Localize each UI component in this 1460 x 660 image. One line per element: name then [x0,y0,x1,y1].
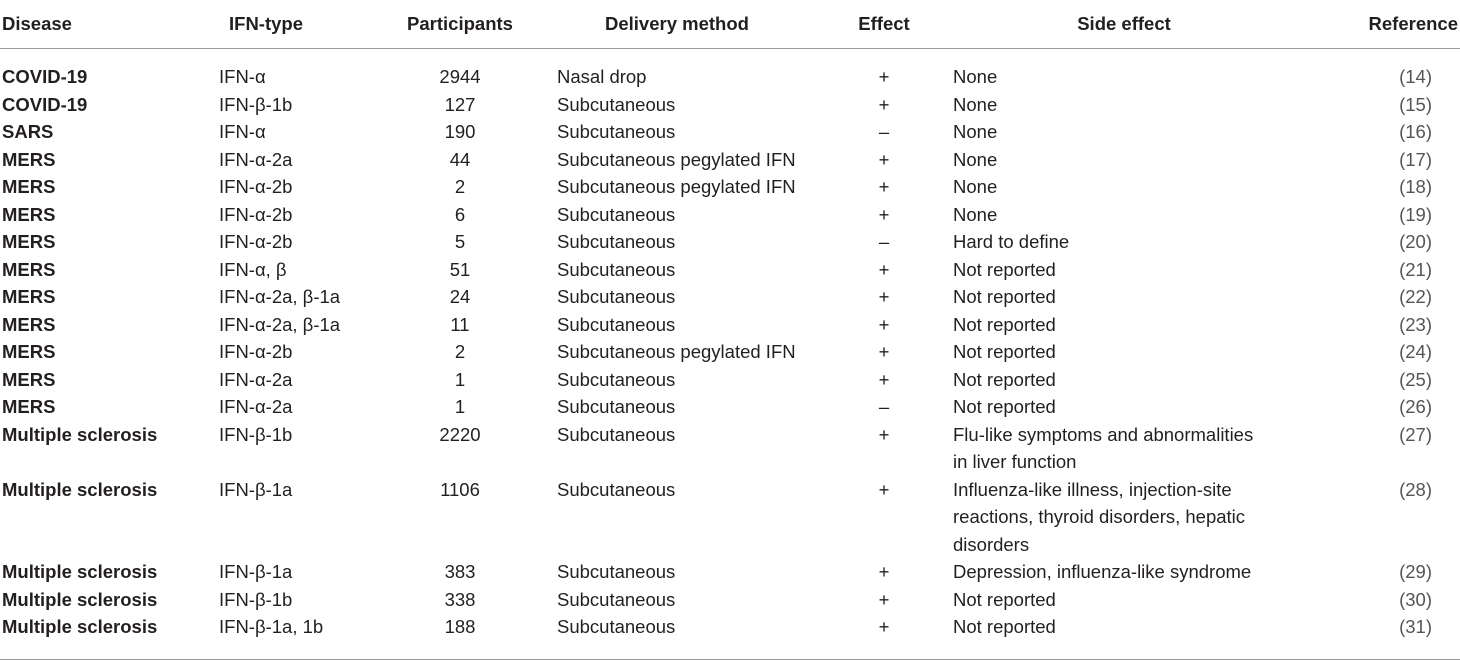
cell-participants: 2944 [439,66,481,87]
cell-disease: Multiple sclerosis [2,478,158,500]
cell-side-effect: Depression, influenza-like syndrome [953,561,1252,582]
table-header [0,0,1460,49]
cell-delivery-method: Subcutaneous [557,396,676,417]
cell-participants: 6 [454,203,466,225]
table-row [0,49,1460,91]
cell-effect: + [878,176,890,197]
cell-side-effect: Not reported [953,368,1056,390]
cell-participants: 383 [444,561,476,582]
table-row [0,366,1460,394]
cell-effect: – [878,231,890,252]
cell-ifn-type: IFN-α-2b [219,341,293,362]
cell-side-effect: None [953,93,998,115]
cell-side-effect: Not reported [953,396,1056,417]
cell-reference: (20) [1399,231,1432,252]
cell-reference: (27) [1399,423,1432,445]
cell-effect: + [878,286,890,307]
cell-participants: 2 [454,176,466,197]
cell-disease: MERS [2,286,56,307]
cell-reference: (19) [1399,203,1432,225]
cell-ifn-type: IFN-α-2a [219,148,293,170]
cell-reference: (18) [1399,176,1432,197]
cell-reference: (24) [1399,341,1432,362]
cell-reference: (29) [1399,561,1432,582]
cell-ifn-type: IFN-α-2b [219,176,293,197]
table-row [0,146,1460,174]
cell-ifn-type: IFN-α [219,66,266,87]
cell-effect: + [878,148,890,170]
cell-reference: (30) [1399,588,1432,610]
header-ifn-type: IFN-type [229,13,303,35]
cell-effect: + [878,478,890,500]
cell-ifn-type: IFN-α, β [219,258,287,280]
cell-participants: 188 [444,616,476,637]
cell-disease: Multiple sclerosis [2,423,158,445]
cell-delivery-method: Subcutaneous pegylated IFN [557,148,796,170]
cell-effect: + [878,588,890,610]
cell-participants: 190 [444,121,476,142]
cell-disease: Multiple sclerosis [2,588,158,610]
cell-disease: MERS [2,203,56,225]
cell-side-effect: Not reported [953,286,1056,307]
cell-side-effect: Influenza-like illness, injection-site reactions, thyroid disorders, hepatic disorders [953,478,1246,555]
header-row [0,0,1460,49]
table-row [0,118,1460,146]
cell-reference: (31) [1399,616,1432,637]
cell-delivery-method: Subcutaneous [557,313,676,335]
header-reference: Reference [1368,13,1458,35]
cell-effect: + [878,203,890,225]
cell-participants: 11 [450,313,470,335]
cell-delivery-method: Subcutaneous pegylated IFN [557,176,796,197]
cell-delivery-method: Subcutaneous [557,286,676,307]
cell-delivery-method: Subcutaneous [557,203,676,225]
cell-participants: 44 [449,148,471,170]
cell-delivery-method: Subcutaneous [557,478,676,500]
cell-disease: MERS [2,313,56,335]
cell-reference: (21) [1399,258,1432,280]
cell-delivery-method: Subcutaneous [557,616,676,637]
cell-side-effect: None [953,121,998,142]
cell-ifn-type: IFN-β-1b [219,93,293,115]
cell-reference: (25) [1399,368,1432,390]
cell-effect: + [878,341,890,362]
cell-disease: COVID-19 [2,66,88,87]
cell-participants: 338 [444,588,476,610]
header-disease: Disease [2,13,72,35]
cell-disease: Multiple sclerosis [2,616,158,637]
cell-side-effect: Hard to define [953,231,1070,252]
cell-participants: 24 [449,286,471,307]
cell-disease: MERS [2,231,56,252]
table-row [0,283,1460,311]
table-row [0,201,1460,229]
cell-ifn-type: IFN-β-1a, 1b [219,616,324,637]
cell-side-effect: Not reported [953,313,1056,335]
cell-ifn-type: IFN-α-2a [219,396,293,417]
cell-participants: 1106 [440,478,480,500]
header-effect: Effect [858,13,910,35]
header-delivery-method: Delivery method [605,13,749,35]
cell-delivery-method: Subcutaneous [557,231,676,252]
table-row [0,173,1460,201]
table-row [0,91,1460,119]
cell-participants: 5 [454,231,466,252]
cell-delivery-method: Subcutaneous [557,561,676,582]
cell-disease: MERS [2,176,56,197]
cell-effect: + [878,66,890,87]
cell-delivery-method: Subcutaneous [557,258,676,280]
header-participants: Participants [407,13,513,35]
table-bottom-rule [0,659,1460,660]
cell-effect: + [878,258,890,280]
table-row [0,558,1460,586]
cell-participants: 51 [449,258,471,280]
cell-disease: MERS [2,396,56,417]
cell-effect: + [878,423,890,445]
cell-delivery-method: Subcutaneous [557,121,676,142]
cell-reference: (15) [1399,93,1432,115]
cell-effect: + [878,368,890,390]
cell-side-effect: None [953,148,998,170]
table-body [0,49,1460,659]
cell-ifn-type: IFN-α [219,121,266,142]
cell-reference: (26) [1399,396,1432,417]
cell-delivery-method: Subcutaneous [557,423,676,445]
cell-effect: – [878,396,890,417]
cell-delivery-method: Nasal drop [557,66,647,87]
cell-side-effect: Not reported [953,616,1056,637]
cell-ifn-type: IFN-α-2b [219,231,293,252]
cell-side-effect: Not reported [953,341,1056,362]
cell-ifn-type: IFN-α-2a, β-1a [219,286,341,307]
cell-reference: (14) [1399,66,1432,87]
cell-effect: + [878,93,890,115]
cell-delivery-method: Subcutaneous [557,368,676,390]
cell-side-effect: Flu-like symptoms and abnormalities in liver function [953,423,1254,472]
cell-delivery-method: Subcutaneous pegylated IFN [557,341,796,362]
cell-reference: (28) [1399,478,1432,500]
cell-side-effect: None [953,203,998,225]
cell-ifn-type: IFN-α-2a [219,368,293,390]
cell-reference: (23) [1399,313,1432,335]
cell-ifn-type: IFN-β-1a [219,478,293,500]
cell-side-effect: Not reported [953,258,1056,280]
cell-side-effect: None [953,176,998,197]
table-row [0,338,1460,366]
cell-side-effect: Not reported [953,588,1056,610]
table-row [0,393,1460,421]
cell-effect: + [878,561,890,582]
cell-effect: + [878,616,890,637]
cell-ifn-type: IFN-β-1b [219,588,293,610]
table-row [0,311,1460,339]
cell-ifn-type: IFN-α-2b [219,203,293,225]
table-row [0,228,1460,256]
cell-effect: + [878,313,890,335]
cell-reference: (22) [1399,286,1432,307]
cell-disease: COVID-19 [2,93,88,115]
cell-ifn-type: IFN-β-1b [219,423,293,445]
cell-participants: 2 [454,341,466,362]
cell-disease: SARS [2,121,54,142]
cell-ifn-type: IFN-β-1a [219,561,293,582]
cell-ifn-type: IFN-α-2a, β-1a [219,313,341,335]
cell-reference: (16) [1399,121,1432,142]
cell-side-effect: None [953,66,998,87]
table-row [0,613,1460,659]
cell-disease: MERS [2,368,56,390]
table-row [0,586,1460,614]
cell-delivery-method: Subcutaneous [557,588,676,610]
cell-effect: – [878,121,890,142]
cell-participants: 1 [454,396,466,417]
cell-disease: Multiple sclerosis [2,561,158,582]
cell-disease: MERS [2,148,56,170]
cell-reference: (17) [1399,148,1432,170]
cell-participants: 1 [454,368,466,390]
cell-participants: 2220 [439,423,481,445]
cell-delivery-method: Subcutaneous [557,93,676,115]
cell-disease: MERS [2,341,56,362]
table-row [0,256,1460,284]
table-row [0,476,1460,559]
cell-disease: MERS [2,258,56,280]
cell-participants: 127 [444,93,476,115]
table-row [0,421,1460,476]
header-side-effect: Side effect [1077,13,1171,35]
